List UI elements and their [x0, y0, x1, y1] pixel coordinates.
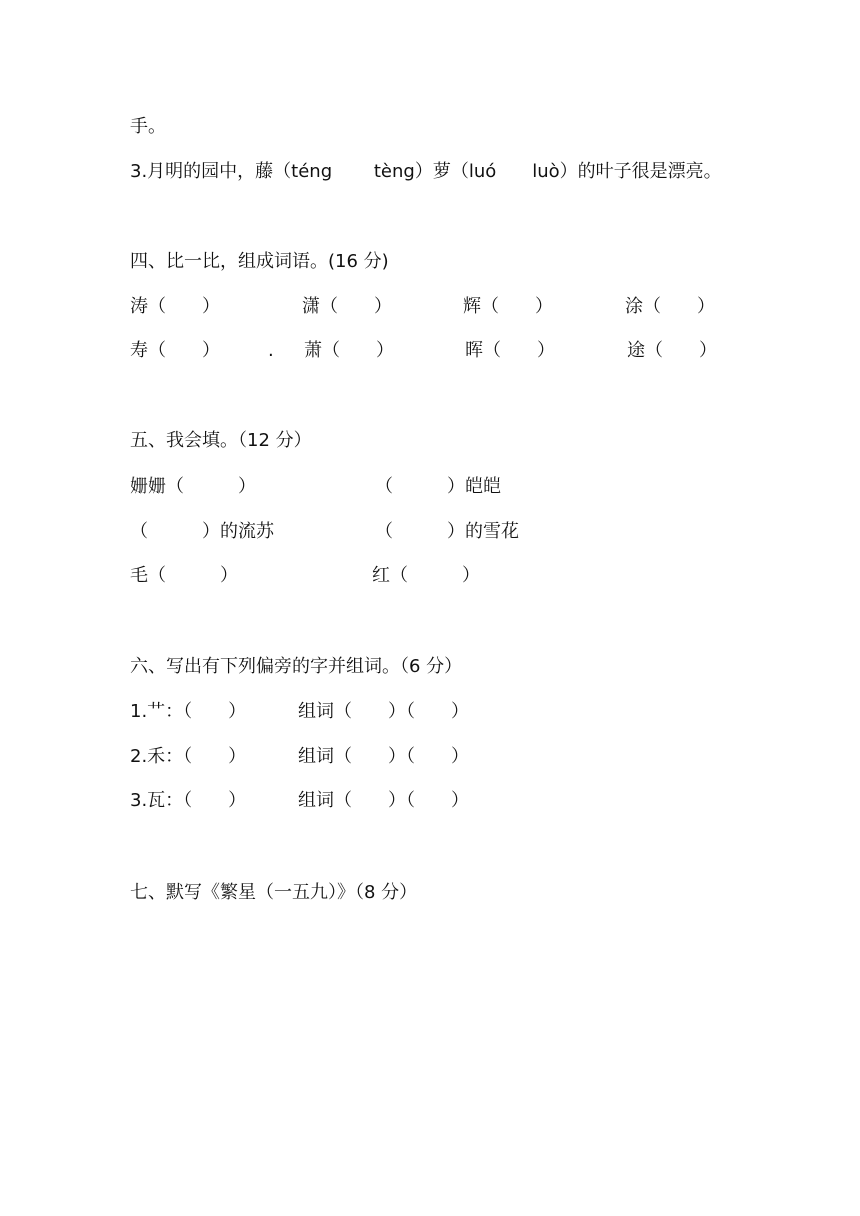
q6-radical-3: 3.瓦：（ ） — [130, 790, 247, 811]
q6-radical-2: 2.禾：（ ） — [130, 746, 247, 767]
q4-word-hui2: 晖（ ） — [465, 340, 555, 361]
q4-word-tao: 涛（ ） — [130, 296, 220, 317]
q4-word-xiao2: 萧（ ） — [304, 340, 394, 361]
q3-continuation: 手。 — [130, 116, 166, 137]
q5-title: 五、我会填。（12 分） — [130, 430, 312, 451]
q4-word-tu1: 涂（ ） — [625, 296, 715, 317]
q5-item-6: 红（ ） — [372, 565, 480, 586]
q5-item-2: （ ）皑皑 — [375, 476, 501, 497]
q6-title: 六、写出有下列偏旁的字并组词。（6 分） — [130, 656, 463, 677]
q5-item-1: 姗姗（ ） — [130, 476, 256, 497]
q4-word-xiao1: 潇（ ） — [302, 296, 392, 317]
q6-words-1: 组词（ ）（ ） — [298, 701, 469, 722]
q5-item-3: （ ）的流苏 — [130, 521, 274, 542]
stray-dot: . — [268, 340, 274, 361]
q6-radical-1: 1.艹：（ ） — [130, 701, 247, 722]
q6-words-3: 组词（ ）（ ） — [298, 790, 469, 811]
q3-line-3: 3.月明的园中，藤（téng tèng）萝（luó luò）的叶子很是漂亮。 — [130, 161, 722, 182]
q5-item-4: （ ）的雪花 — [375, 521, 519, 542]
q7-title: 七、默写《繁星（一五九）》（8 分） — [130, 882, 418, 903]
q4-word-hui1: 辉（ ） — [463, 296, 553, 317]
q6-words-2: 组词（ ）（ ） — [298, 746, 469, 767]
q4-word-shou: 寿（ ） — [130, 340, 220, 361]
q5-item-5: 毛（ ） — [130, 565, 238, 586]
q4-title: 四、比一比，组成词语。(16 分) — [130, 251, 389, 272]
q4-word-tu2: 途（ ） — [627, 340, 717, 361]
